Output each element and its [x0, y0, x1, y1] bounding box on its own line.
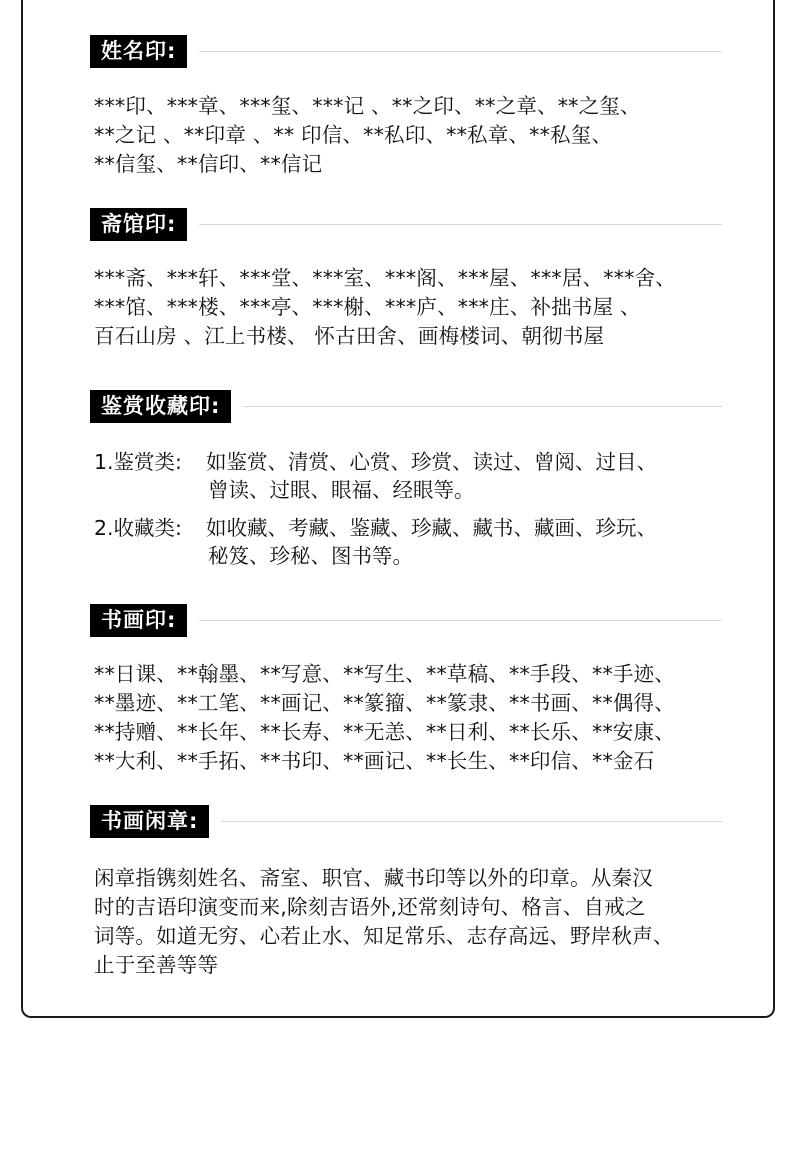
list-item-collection: [94, 514, 764, 570]
item-text-continued: 曾读、过眼、眼福、经眼等。: [208, 478, 475, 502]
item-text-continued: 秘笈、珍秘、图书等。: [208, 544, 413, 568]
section-title: 鉴赏收藏印:: [90, 390, 231, 423]
section-body-name-seals: [94, 92, 764, 179]
section-title: 姓名印:: [90, 35, 187, 68]
text-line: 止于至善等等: [94, 953, 219, 977]
text-line: ***馆、***楼、***亭、***榭、***庐、***庄、补拙书屋 、: [94, 295, 641, 319]
section-title: 斋馆印:: [90, 208, 187, 241]
item-text: 如鉴赏、清赏、心赏、珍赏、读过、曾阅、过目、: [206, 450, 657, 474]
section-header-name-seals: [90, 35, 722, 68]
text-line: 时的吉语印演变而来,除刻吉语外,还常刻诗句、格言、自戒之: [94, 895, 646, 919]
divider: [199, 620, 722, 621]
item-label: 2.收藏类:: [94, 516, 182, 540]
text-line: 闲章指镌刻姓名、斋室、职官、藏书印等以外的印章。从秦汉: [94, 866, 653, 890]
section-header-studio-seals: [90, 208, 722, 241]
section-body-studio-seals: [94, 264, 764, 351]
text-line: 百石山房 、江上书楼、 怀古田舍、画梅楼词、朝彻书屋: [94, 324, 605, 348]
text-line: ***印、***章、***玺、***记 、**之印、**之章、**之玺、: [94, 94, 641, 118]
section-title: 书画闲章:: [90, 805, 209, 838]
list-item-appreciation: [94, 448, 764, 504]
text-line: **墨迹、**工笔、**画记、**篆籀、**篆隶、**书画、**偶得、: [94, 691, 675, 715]
item-label: 1.鉴赏类:: [94, 450, 182, 474]
text-line: 词等。如道无穷、心若止水、知足常乐、志存高远、野岸秋声、: [94, 924, 674, 948]
section-header-leisure-seals: [90, 805, 722, 838]
divider: [221, 821, 722, 822]
section-body-painting-seals: [94, 660, 764, 776]
section-header-painting-seals: [90, 604, 722, 637]
divider: [199, 224, 722, 225]
text-line: **信玺、**信印、**信记: [94, 152, 323, 176]
text-line: **之记 、**印章 、** 印信、**私印、**私章、**私玺、: [94, 123, 613, 147]
text-line: **大利、**手拓、**书印、**画记、**长生、**印信、**金石: [94, 749, 655, 773]
text-line: ***斋、***轩、***堂、***室、***阁、***屋、***居、***舍、: [94, 266, 676, 290]
section-body-leisure-seals: [94, 864, 764, 980]
section-title: 书画印:: [90, 604, 187, 637]
text-line: **持赠、**长年、**长寿、**无恙、**日利、**长乐、**安康、: [94, 720, 675, 744]
item-text: 如收藏、考藏、鉴藏、珍藏、藏书、藏画、珍玩、: [206, 516, 657, 540]
text-line: **日课、**翰墨、**写意、**写生、**草稿、**手段、**手迹、: [94, 662, 675, 686]
divider: [243, 406, 722, 407]
divider: [199, 51, 722, 52]
section-header-collection-seals: [90, 390, 722, 423]
